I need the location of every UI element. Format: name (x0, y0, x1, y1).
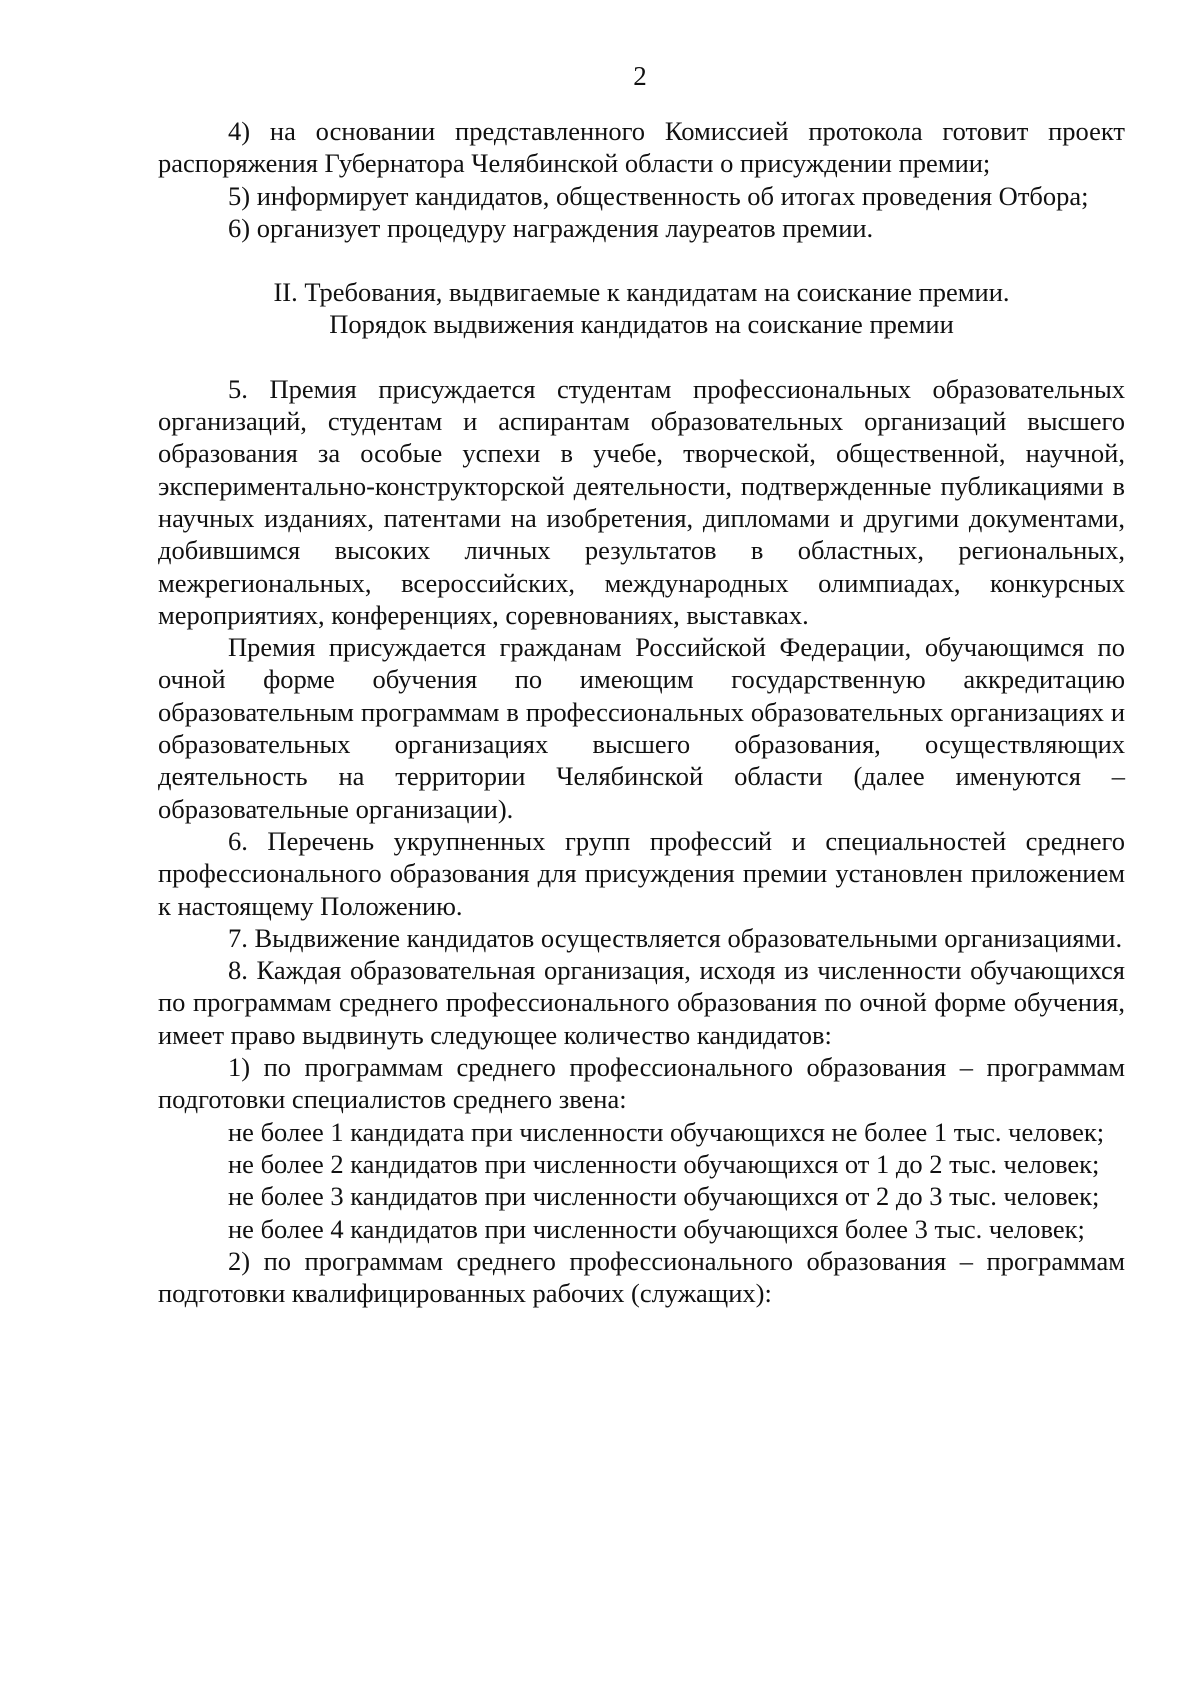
quota-line-1: не более 1 кандидата при численности обучающихся не более 1 тыс. человек; (228, 1116, 1105, 1147)
paragraph-6: 6. Перечень укрупненных групп профессий и специальностей среднего профессионального образования для присуждения премии установлен приложением к настоящему Положению. (158, 825, 1125, 921)
section-heading-line-1: II. Требования, выдвигаемые к кандидатам на соискание премии. (273, 277, 1010, 308)
paragraph-item-4: 4) на основании представленного Комиссией протокола готовит проект распоряжения Губернатора Челябинской области о присуждении премии; (158, 116, 1125, 179)
paragraph-8-item-1: 1) по программам среднего профессионального образования – программам подготовки специалистов среднего звена: (158, 1052, 1125, 1115)
section-heading-line-2: Порядок выдвижения кандидатов на соискание премии (329, 309, 954, 340)
document-body (158, 115, 1125, 1309)
quota-line-3: не более 3 кандидатов при численности обучающихся от 2 до 3 тыс. человек; (228, 1181, 1100, 1212)
page-number: 2 (633, 61, 647, 91)
paragraph-5-continued: Премия присуждается гражданам Российской Федерации, обучающимся по очной форме обучения по имеющим государственную аккредитацию образовательным программам в профессиональных образовательных организациях и образовательных организациях высшего образования, осуществляющих деятельность на территории Челябинской области (далее именуются – образовательные организации). (158, 632, 1125, 824)
paragraph-8-item-2: 2) по программам среднего профессионального образования – программам подготовки квалифицированных рабочих (служащих): (158, 1245, 1125, 1309)
paragraph-item-6: 6) организует процедуру награждения лауреатов премии. (228, 212, 874, 243)
quota-line-4: не более 4 кандидатов при численности обучающихся более 3 тыс. человек; (228, 1213, 1085, 1244)
quota-line-2: не более 2 кандидатов при численности обучающихся от 1 до 2 тыс. человек; (228, 1148, 1100, 1179)
paragraph-7: 7. Выдвижение кандидатов осуществляется образовательными организациями. (228, 922, 1123, 953)
paragraph-5: 5. Премия присуждается студентам профессиональных образовательных организаций, студентам и аспирантам образовательных организаций высшего образования за особые успехи в учебе, творческой, общественной, научной, экспериментально-конструкторской деятельности, подтвержденные публикациями в научных изданиях, патентами на изобретения, дипломами и другими документами, добившимся высоких личных результатов в областных, региональных, межрегиональных, всероссийских, международных олимпиадах, конкурсных мероприятиях, конференциях, соревнованиях, выставках. (158, 373, 1125, 630)
section-heading (158, 276, 1125, 341)
paragraph-8: 8. Каждая образовательная организация, исходя из численности обучающихся по программам среднего профессионального образования по очной форме обучения, имеет право выдвинуть следующее количество кандидатов: (158, 955, 1125, 1050)
paragraph-item-5: 5) информирует кандидатов, общественность об итогах проведения Отбора; (228, 180, 1089, 211)
